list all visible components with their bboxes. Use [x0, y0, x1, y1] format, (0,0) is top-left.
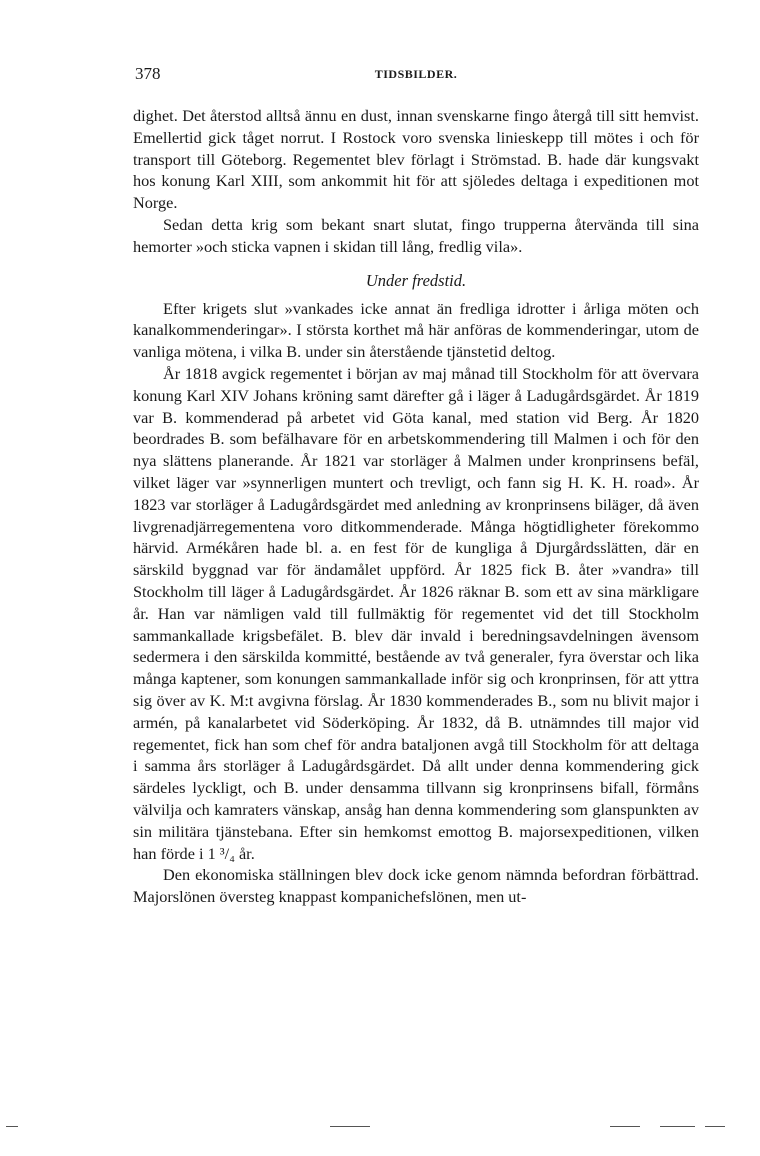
book-page [133, 64, 699, 908]
page-header [133, 64, 699, 88]
paragraph-continued: dighet. Det återstod alltså ännu en dust, innan svenskarne fingo återgå till sitt hemvist. Emellertid gick tåget norrut. I Rostock voro svenska linieskepp till mötes i och för transport till Göteborg. Regementet blev förlagt i Strömstad. B. hade där kungsvakt hos konung Karl XIII, som ankommit hit för att sjöledes deltaga i expeditionen mot Norge. [133, 106, 699, 213]
paragraph: År 1818 avgick regementet i början av maj månad till Stockholm för att övervara konung Karl XIV Johans kröning samt därefter gå i läger å Ladugårdsgärdet. År 1819 var B. kommenderad på arbetet vid Göta kanal, med station vid Berg. År 1820 beordrades B. som befälhavare för en arbetskommendering till Malmen i och för den nya slättens planerande. År 1821 var storläger å Malmen under kronprinsens befäl, vilket läger var »synnerligen muntert och trevligt, och fann sig H. K. H. road». År 1823 var storläger å Ladugårdsgärdet med anledning av kronprinsens biläger, då även livgrenadjärregementena voro ditkommenderade. Många högtidligheter förekommo härvid. Armékåren hade bl. a. en fest för de kungliga å Djurgårdsslätten, där en särskild byggnad var för ändamålet uppförd. År 1825 fick B. åter »vandra» till Stockholm till läger å Ladugårdsgärdet. År 1826 räknar B. som ett av sina märkligare år. Han var nämligen vald till fullmäktig för regementet vid det till Stockholm sammankallade krigsbefälet. B. blev där invald i beredningsavdelningen ävensom sedermera i den särskilda kommitté, bestående av två generaler, fyra överstar och lika många kaptener, som konungen sammankallade inför sig och kronprinsen, för att yttra sig över av K. M:t avgivna förslag. År 1830 kommenderades B., som nu blivit major i armén, på kanalarbetet vid Söderköping. År 1832, då B. utnämndes till major vid regementet, fick han som chef för andra bataljonen avgå till Stockholm för att deltaga i samma års storläger å Ladugårdsgärdet. Då allt under denna kommendering gick särdeles lyckligt, och B. under densamma tillvann sig kronprinsens bifall, förmåns välvilja och kamraters vänskap, ansåg han denna kommendering som glanspunkten av sin militära tjänstebana. Efter sin hemkomst emottog B. majorsexpeditionen, vilken han förde i 1 ³/₄ år. [133, 363, 699, 863]
body-text [133, 105, 699, 908]
scan-mark [705, 1126, 725, 1127]
scan-mark [330, 1126, 370, 1127]
scan-mark [660, 1126, 695, 1127]
paragraph: Den ekonomiska ställningen blev dock icke genom nämnda befordran förbättrad. Majorslönen översteg knappast kompanichefslönen, men ut- [133, 865, 699, 907]
section-heading: Under fredstid. [365, 270, 467, 290]
paragraph: Sedan detta krig som bekant snart slutat, fingo trupperna återvända till sina hemorter »och sticka vapnen i skidan till lång, fredlig vila». [133, 214, 699, 256]
scan-mark [6, 1126, 18, 1127]
scan-mark [610, 1126, 640, 1127]
paragraph: Efter krigets slut »vankades icke annat än fredliga idrotter i årliga möten och kanalkommenderingar». I största korthet må här anföras de kommenderingar, utom de vanliga mötena, i vilka B. under sin återstående tjänstetid deltog. [133, 298, 699, 362]
scan-edge-marks [0, 1126, 760, 1132]
running-head: TIDSBILDER. [374, 67, 458, 81]
page-number: 378 [135, 64, 161, 83]
